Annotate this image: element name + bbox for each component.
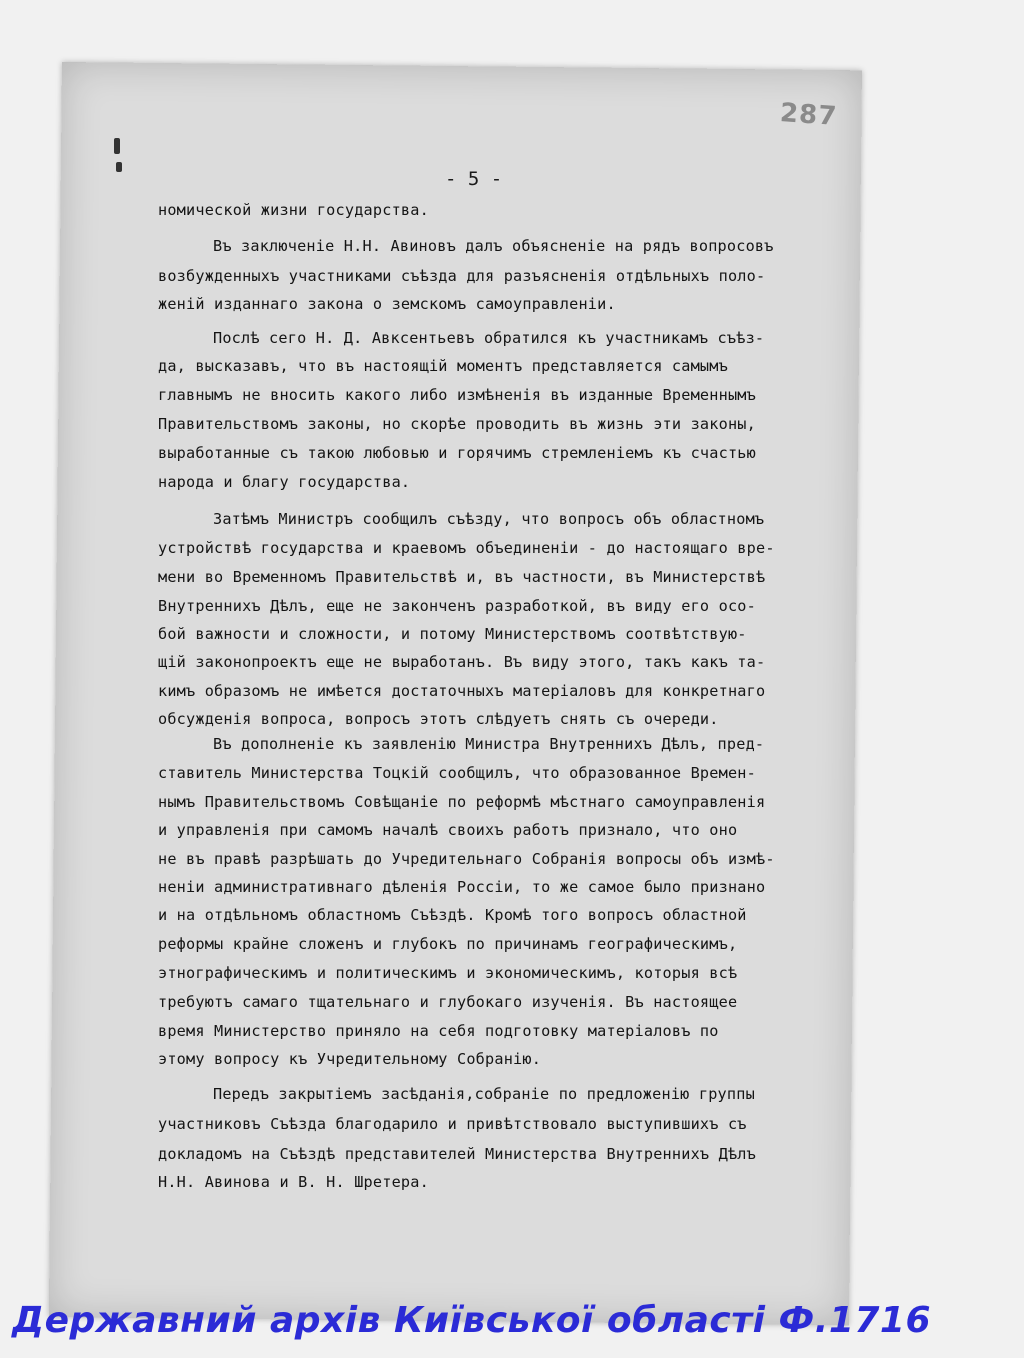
text-line: да, высказавъ, что въ настоящій моментъ представляется самымъ <box>158 357 728 375</box>
text-line: Передъ закрытіемъ засѣданія,собраніе по предложенію группы <box>213 1085 755 1103</box>
archive-caption: Державний архів Київської області Ф.1716 <box>12 1300 932 1341</box>
text-line: Внутреннихъ Дѣлъ, еще не законченъ разработкой, въ виду его осо- <box>158 597 756 615</box>
text-line: Послѣ сего Н. Д. Авксентьевъ обратился къ участникамъ съѣз- <box>213 329 765 347</box>
text-line: устройствѣ государства и краевомъ объединеніи - до настоящаго вре- <box>158 539 775 557</box>
text-line: Въ заключеніе Н.Н. Авиновъ далъ объясненіе на рядъ вопросовъ <box>213 237 774 255</box>
text-line: возбужденныхъ участниками съѣзда для разъясненія отдѣльныхъ поло- <box>158 267 766 285</box>
text-line: главнымъ не вносить какого либо измѣненія въ изданные Временнымъ <box>158 386 756 404</box>
text-line: Въ дополненіе къ заявленію Министра Внутреннихъ Дѣлъ, пред- <box>213 735 765 753</box>
text-line: женій изданнаго закона о земскомъ самоуправленіи. <box>158 295 616 313</box>
text-line: время Министерство приняло на себя подготовку матеріаловъ по <box>158 1022 719 1040</box>
archive-page-number: 287 <box>779 98 839 132</box>
text-line: Затѣмъ Министръ сообщилъ съѣзду, что вопросъ объ областномъ <box>213 510 765 528</box>
text-line: выработанные съ такою любовью и горячимъ стремленіемъ къ счастью <box>158 444 756 462</box>
text-line: кимъ образомъ не имѣется достаточныхъ матеріаловъ для конкретнаго <box>158 682 766 700</box>
text-line: Правительствомъ законы, но скорѣе проводить въ жизнь эти законы, <box>158 415 756 433</box>
text-line: докладомъ на Съѣздѣ представителей Министерства Внутреннихъ Дѣлъ <box>158 1145 756 1163</box>
text-line: этому вопросу къ Учредительному Собранію. <box>158 1050 542 1068</box>
text-line: мени во Временномъ Правительствѣ и, въ частности, въ Министерствѣ <box>158 568 766 586</box>
text-line: и управленія при самомъ началѣ своихъ работъ признало, что оно <box>158 821 738 839</box>
text-line: народа и благу государства. <box>158 473 411 491</box>
text-line: нымъ Правительствомъ Совѣщаніе по реформѣ мѣстнаго самоуправленія <box>158 793 766 811</box>
text-line: не въ правѣ разрѣшать до Учредительнаго Собранія вопросы объ измѣ- <box>158 850 775 868</box>
text-line: бой важности и сложности, и потому Министерствомъ соотвѣтствую- <box>158 625 747 643</box>
text-line: реформы крайне сложенъ и глубокъ по причинамъ географическимъ, <box>158 935 738 953</box>
text-line: неніи административнаго дѣленія Россіи, то же самое было признано <box>158 878 766 896</box>
text-line: номической жизни государства. <box>158 201 429 219</box>
text-line: обсужденія вопроса, вопросъ этотъ слѣдуетъ снять съ очереди. <box>158 710 719 728</box>
text-line: этнографическимъ и политическимъ и экономическимъ, которыя всѣ <box>158 964 738 982</box>
page-number: - 5 - <box>445 168 503 190</box>
text-line: щій законопроектъ еще не выработанъ. Въ виду этого, такъ какъ та- <box>158 653 766 671</box>
text-line: ставитель Министерства Тоцкій сообщилъ, что образованное Времен- <box>158 764 756 782</box>
text-line: Н.Н. Авинова и В. Н. Шретера. <box>158 1173 429 1191</box>
text-line: требуютъ самаго тщательнаго и глубокаго изученія. Въ настоящее <box>158 993 738 1011</box>
text-line: участниковъ Съѣзда благодарило и привѣтствовало выступившихъ съ <box>158 1115 747 1133</box>
text-line: и на отдѣльномъ областномъ Съѣздѣ. Кромѣ того вопросъ областной <box>158 906 747 924</box>
